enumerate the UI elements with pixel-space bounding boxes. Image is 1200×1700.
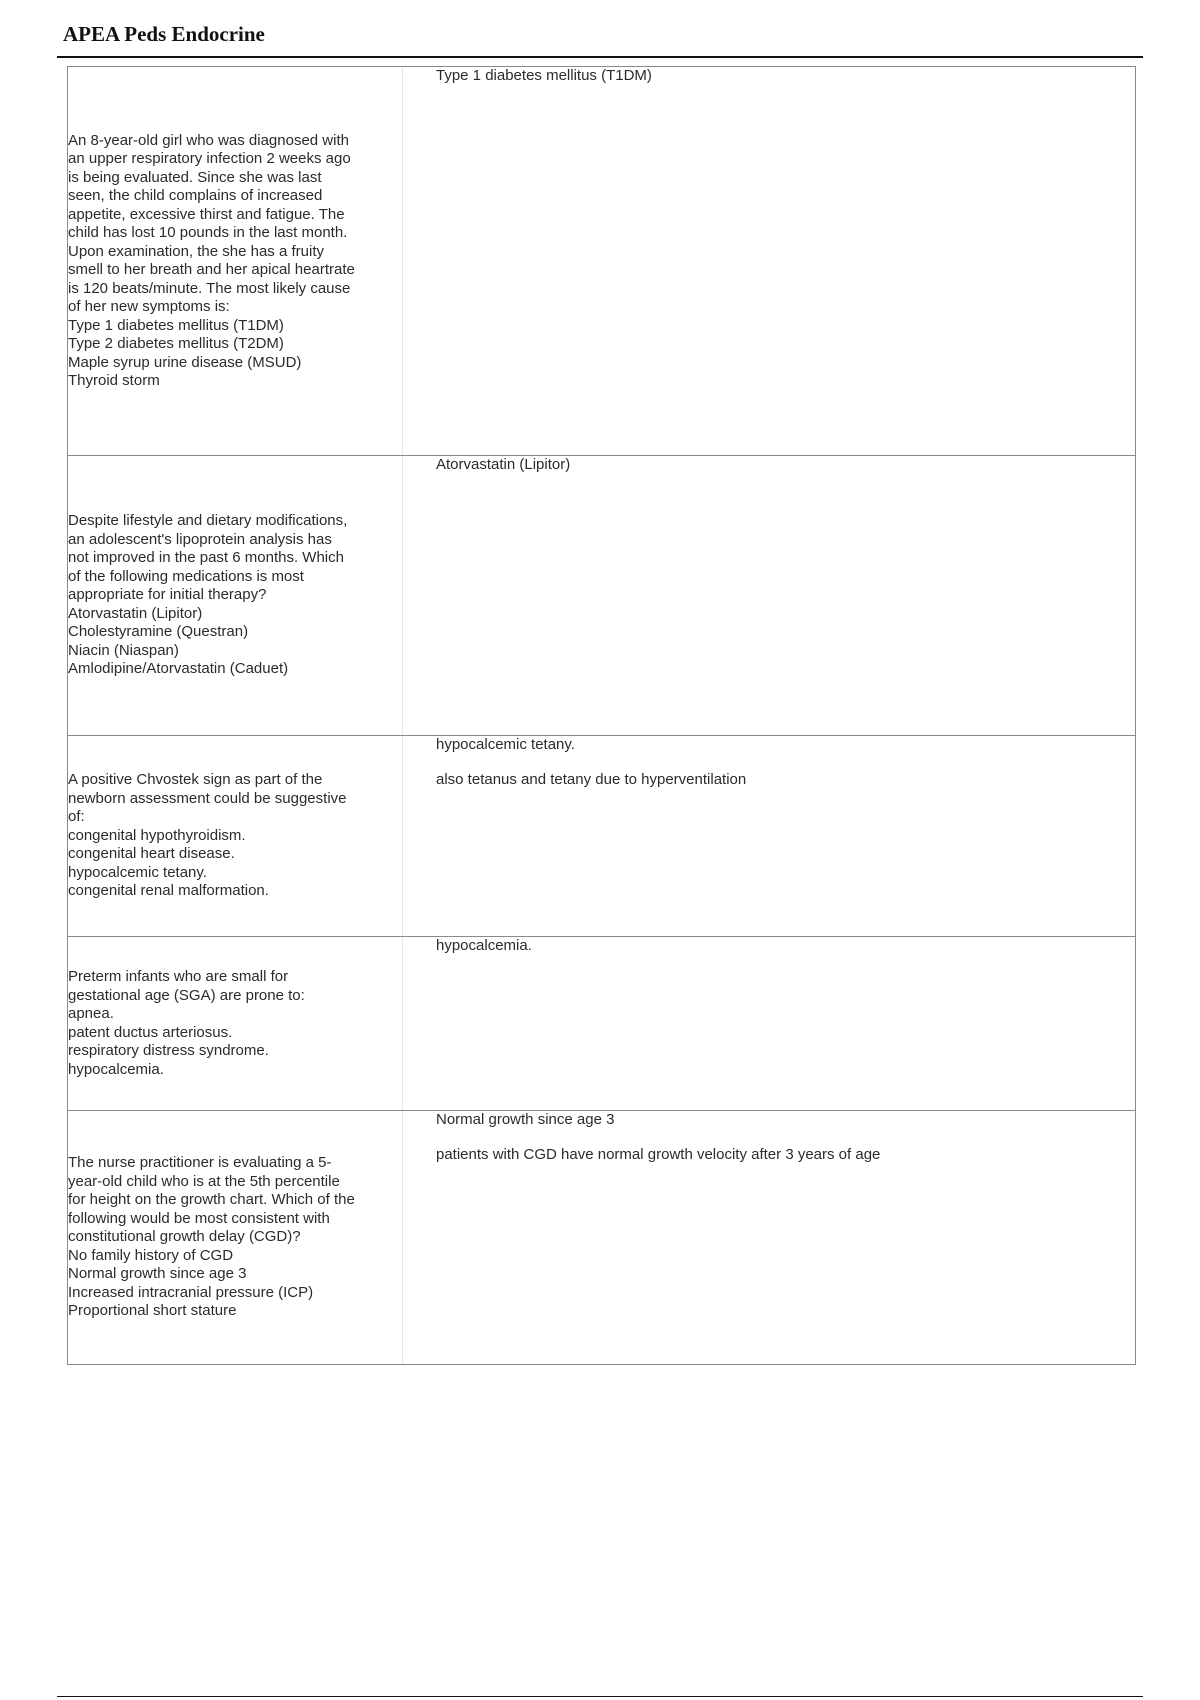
question-line: not improved in the past 6 months. Which: [68, 549, 344, 567]
question-line: appropriate for initial therapy?: [68, 586, 267, 604]
question-cell: [68, 736, 403, 936]
question-line: Preterm infants who are small for: [68, 968, 289, 985]
question-line: is being evaluated. Since she was last: [68, 168, 322, 186]
question-cell: [68, 67, 403, 455]
question-line: Thyroid storm: [68, 372, 160, 389]
question-cell: [68, 456, 403, 735]
question-line: Proportional short stature: [68, 1302, 237, 1320]
answer-cell: [403, 937, 1135, 1110]
question-line: an adolescent's lipoprotein analysis has: [68, 530, 332, 548]
question-line: Increased intracranial pressure (ICP): [68, 1283, 314, 1301]
question-line: Amlodipine/Atorvastatin (Caduet): [68, 660, 289, 678]
question-line: Upon examination, the she has a fruity: [68, 242, 324, 260]
question-line: A positive Chvostek sign as part of the: [68, 771, 323, 789]
answer-text: hypocalcemic tetany.: [436, 736, 575, 753]
question-line: apnea.: [68, 1005, 114, 1022]
question-line: No family history of CGD: [68, 1246, 234, 1264]
answer-cell: [403, 67, 1135, 455]
answer-cell: [403, 736, 1135, 936]
question-line: respiratory distress syndrome.: [68, 1042, 269, 1059]
question-line: child has lost 10 pounds in the last month.: [68, 224, 348, 241]
question-text: [68, 968, 305, 1079]
question-text: [68, 512, 347, 679]
question-line: Type 2 diabetes mellitus (T2DM): [68, 335, 284, 352]
question-line: appetite, excessive thirst and fatigue. The: [68, 205, 345, 223]
question-line: following would be most consistent with: [68, 1209, 330, 1227]
flashcard-row: [68, 1111, 1135, 1364]
flashcard-table: [67, 66, 1136, 1365]
question-line: year-old child who is at the 5th percentile: [68, 1172, 340, 1190]
question-cell: [68, 1111, 403, 1364]
question-line: gestational age (SGA) are prone to:: [68, 986, 305, 1004]
flashcard-row: [68, 937, 1135, 1111]
question-text: [68, 771, 347, 901]
question-line: An 8-year-old girl who was diagnosed with: [68, 131, 349, 149]
question-line: congenital heart disease.: [68, 845, 235, 863]
question-line: Atorvastatin (Lipitor): [68, 604, 203, 622]
page-title: APEA Peds Endocrine: [63, 22, 265, 46]
question-line: of the following medications is most: [68, 567, 304, 585]
question-line: patent ductus arteriosus.: [68, 1023, 233, 1041]
question-line: Maple syrup urine disease (MSUD): [68, 353, 302, 371]
question-line: constitutional growth delay (CGD)?: [68, 1228, 301, 1246]
question-line: Despite lifestyle and dietary modifications,: [68, 512, 348, 530]
answer-note: also tetanus and tetany due to hyperventilation: [436, 771, 747, 788]
answer-text: Atorvastatin (Lipitor): [436, 456, 571, 473]
answer-text: hypocalcemia.: [436, 937, 532, 954]
question-line: congenital renal malformation.: [68, 882, 269, 900]
header-rule: [57, 56, 1143, 58]
question-line: Normal growth since age 3: [68, 1265, 247, 1283]
question-text: [68, 132, 355, 391]
question-line: smell to her breath and her apical heartrate: [68, 261, 355, 278]
question-line: of:: [68, 808, 85, 826]
question-cell: [68, 937, 403, 1110]
footer-rule: [57, 1696, 1143, 1697]
answer-note: patients with CGD have normal growth velocity after 3 years of age: [436, 1146, 881, 1163]
answer-text: Type 1 diabetes mellitus (T1DM): [436, 67, 652, 84]
answer-cell: [403, 1111, 1135, 1364]
flashcard-row: [68, 456, 1135, 736]
question-line: hypocalcemia.: [68, 1060, 164, 1078]
question-text: [68, 1154, 355, 1321]
answer-cell: [403, 456, 1135, 735]
question-line: newborn assessment could be suggestive: [68, 789, 347, 807]
question-line: seen, the child complains of increased: [68, 187, 323, 204]
question-line: congenital hypothyroidism.: [68, 826, 246, 844]
question-line: of her new symptoms is:: [68, 298, 230, 315]
flashcard-row: [68, 67, 1135, 456]
question-line: hypocalcemic tetany.: [68, 863, 207, 881]
question-line: an upper respiratory infection 2 weeks ago: [68, 150, 351, 167]
question-line: Type 1 diabetes mellitus (T1DM): [68, 316, 284, 334]
question-line: is 120 beats/minute. The most likely cause: [68, 279, 351, 297]
question-line: The nurse practitioner is evaluating a 5-: [68, 1154, 332, 1172]
flashcard-row: [68, 736, 1135, 937]
question-line: for height on the growth chart. Which of the: [68, 1191, 355, 1209]
question-line: Cholestyramine (Questran): [68, 623, 249, 641]
question-line: Niacin (Niaspan): [68, 641, 179, 659]
answer-text: Normal growth since age 3: [436, 1111, 615, 1128]
